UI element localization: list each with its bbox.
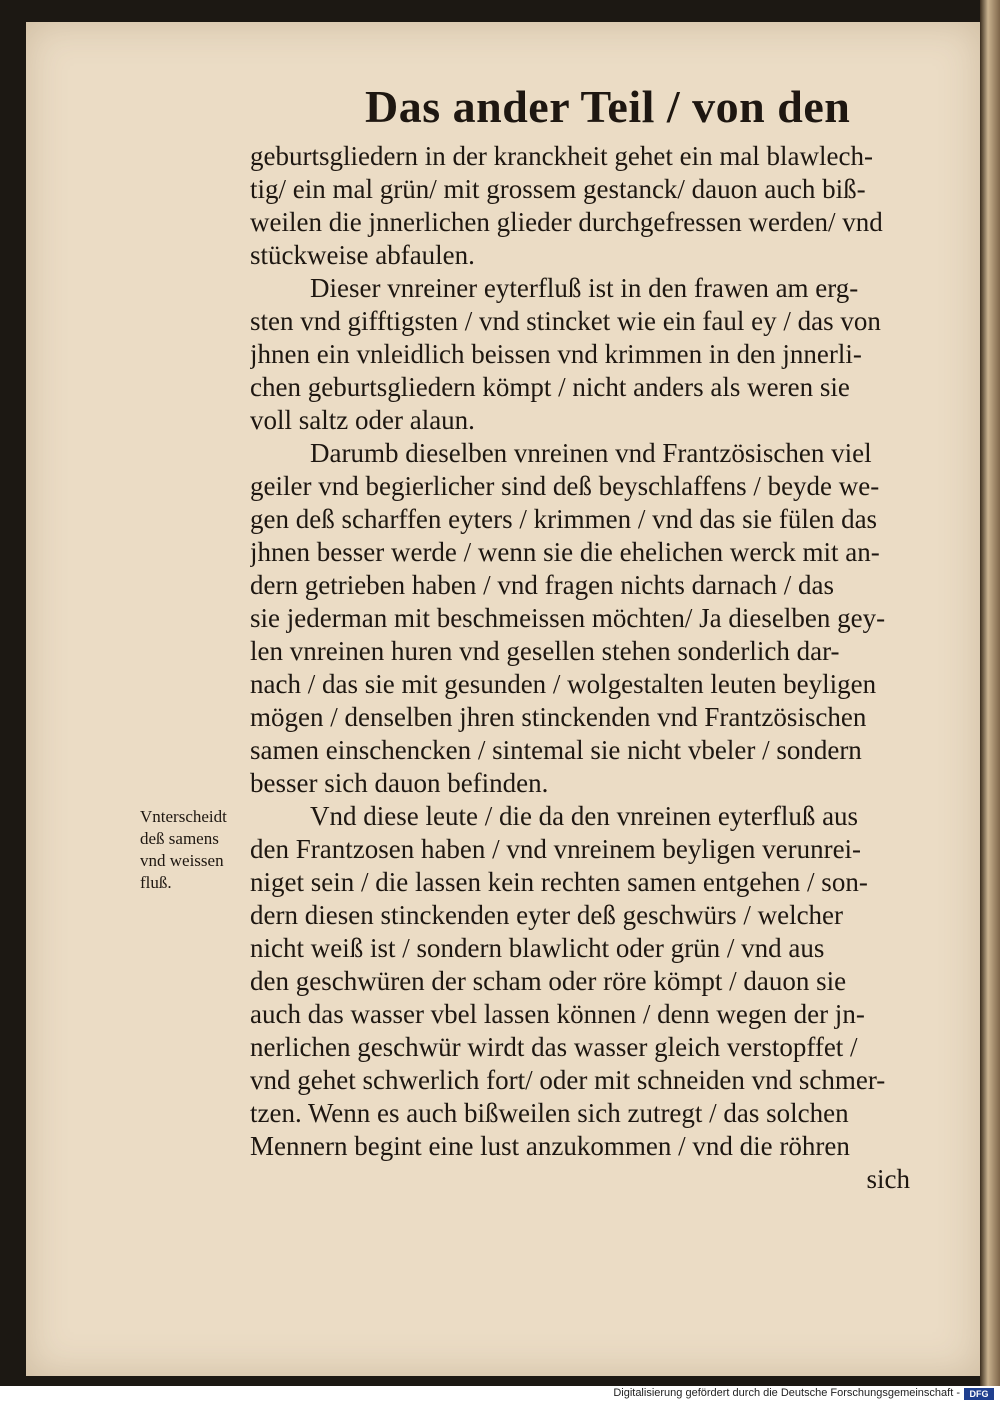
text-line: samen einschencken / sintemal sie nicht vbeler / sondern bbox=[250, 735, 862, 765]
text-line: nach / das sie mit gesunden / wolgestalten leuten beyligen bbox=[250, 669, 877, 699]
text-line: geburtsgliedern in der kranckheit gehet ein mal blawlech- bbox=[250, 141, 874, 171]
text-line: dern diesen stinckenden eyter deß geschwürs / welcher bbox=[250, 900, 844, 930]
marginal-line: vnd weissen bbox=[140, 851, 224, 870]
footer-bar bbox=[0, 1386, 1000, 1404]
text-line: niget sein / die lassen kein rechten samen entgehen / son- bbox=[250, 867, 868, 897]
text-line: tig/ ein mal grün/ mit grossem gestanck/ dauon auch biß- bbox=[250, 174, 866, 204]
text-line: jhnen ein vnleidlich beissen vnd krimmen in den jnnerli- bbox=[250, 339, 862, 369]
marginal-line: fluß. bbox=[140, 873, 172, 892]
text-line: Dieser vnreiner eyterfluß ist in den frawen am erg- bbox=[310, 273, 859, 303]
text-line: len vnreinen huren vnd gesellen stehen sonderlich dar- bbox=[250, 636, 840, 666]
text-line: besser sich dauon befinden. bbox=[250, 768, 549, 798]
text-line: sten vnd gifftigsten / vnd stincket wie ein faul ey / das von bbox=[250, 306, 881, 336]
text-line: auch das wasser vbel lassen können / denn wegen der jn- bbox=[250, 999, 865, 1029]
text-line: Darumb dieselben vnreinen vnd Frantzösischen viel bbox=[310, 438, 872, 468]
text-line: gen deß scharffen eyters / krimmen / vnd das sie fülen das bbox=[250, 504, 878, 534]
text-line: Vnd diese leute / die da den vnreinen eyterfluß aus bbox=[310, 801, 859, 831]
text-line: dern getrieben haben / vnd fragen nichts darnach / das bbox=[250, 570, 835, 600]
marginal-note bbox=[140, 806, 265, 894]
text-line: nerlichen geschwür wirdt das wasser gleich verstopffet / bbox=[250, 1032, 858, 1062]
catchword: sich bbox=[866, 1164, 910, 1194]
text-line: Mennern begint eine lust anzukommen / vnd die röhren bbox=[250, 1131, 850, 1161]
book-edge bbox=[980, 0, 1000, 1386]
marginal-line: Vnterscheidt bbox=[140, 807, 227, 826]
text-line: stückweise abfaulen. bbox=[250, 240, 475, 270]
marginal-line: deß samens bbox=[140, 829, 219, 848]
running-header: Das ander Teil / von den bbox=[365, 81, 851, 132]
text-line: nicht weiß ist / sondern blawlicht oder grün / vnd aus bbox=[250, 933, 825, 963]
text-line: weilen die jnnerlichen glieder durchgefressen werden/ vnd bbox=[250, 207, 883, 237]
text-line: chen geburtsgliedern kömpt / nicht anders als weren sie bbox=[250, 372, 850, 402]
text-line: jhnen besser werde / wenn sie die ehelichen werck mit an- bbox=[250, 537, 880, 567]
text-line: den geschwüren der scham oder röre kömpt / dauon sie bbox=[250, 966, 847, 996]
text-line: geiler vnd begierlicher sind deß beyschlaffens / beyde we- bbox=[250, 471, 880, 501]
text-line: mögen / denselben jhren stinckenden vnd Frantzösischen bbox=[250, 702, 867, 732]
dfg-logo: DFG bbox=[964, 1388, 994, 1400]
text-line: den Frantzosen haben / vnd vnreinem beyligen verunrei- bbox=[250, 834, 862, 864]
body-text bbox=[250, 140, 915, 1196]
text-line: sie jederman mit beschmeissen möchten/ Ja dieselben gey- bbox=[250, 603, 886, 633]
text-line: tzen. Wenn es auch bißweilen sich zutregt / das solchen bbox=[250, 1098, 849, 1128]
funding-credit: Digitalisierung gefördert durch die Deutsche Forschungsgemeinschaft - bbox=[613, 1387, 960, 1399]
text-line: voll saltz oder alaun. bbox=[250, 405, 475, 435]
text-line: vnd gehet schwerlich fort/ oder mit schneiden vnd schmer- bbox=[250, 1065, 886, 1095]
